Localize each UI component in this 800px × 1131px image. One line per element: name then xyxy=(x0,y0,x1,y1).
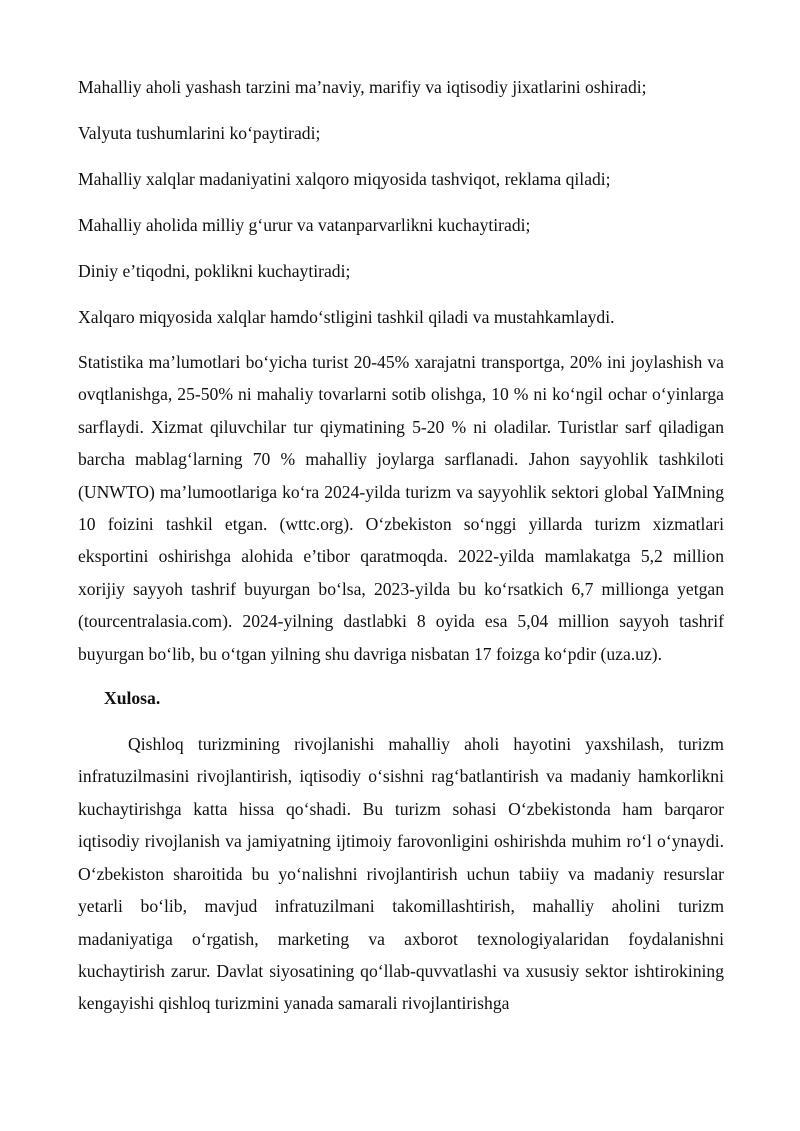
benefit-item-1: Mahalliy aholi yashash tarzini ma’naviy, marifiy va iqtisodiy jixatlarini oshiradi; xyxy=(78,77,647,97)
benefit-item-6: Xalqaro miqyosida xalqlar hamdo‘stligini tashkil qiladi va mustahkamlaydi. xyxy=(78,307,615,327)
benefit-item-2: Valyuta tushumlarini ko‘paytiradi; xyxy=(78,123,321,143)
benefit-item-4: Mahalliy aholida milliy g‘urur va vatanparvarlikni kuchaytiradi; xyxy=(78,215,531,235)
document-page xyxy=(78,72,724,1020)
statistics-paragraph: Statistika ma’lumotlari bo‘yicha turist 20-45% xarajatni transportga, 20% ini joylashish va ovqtlanishga, 25-50% ni mahaliy tovarlarni sotib olishga, 10 % ni ko‘ngil ochar o‘yinlarga sarflaydi. Xizmat qiluvchilar tur qiymatining 5-20 % ni oladilar. Turistlar sarf qiladigan barcha mablag‘larning 70 % mahalliy joylarga sarflanadi. Jahon sayyohlik tashkiloti (UNWTO) ma’lumootlariga ko‘ra 2024-yilda turizm va sayyohlik sektori global YaIMning 10 foizini tashkil etgan. (wttc.org). O‘zbekiston so‘nggi yillarda turizm xizmatlari eksportini oshirishga alohida e’tibor qaratmoqda. 2022-yilda mamlakatga 5,2 million xorijiy sayyoh tashrif buyurgan bo‘lsa, 2023-yilda bu ko‘rsatkich 6,7 millionga yetgan (tourcentralasia.com). 2024-yilning dastlabki 8 oyida esa 5,04 million sayyoh tashrif buyurgan bo‘lib, bu o‘tgan yilning shu davriga nisbatan 17 foizga ko‘pdir (uza.uz). xyxy=(78,352,724,664)
conclusion-heading: Xulosa. xyxy=(104,688,161,709)
conclusion-paragraph: Qishloq turizmining rivojlanishi mahalliy aholi hayotini yaxshilash, turizm infratuzilmasini rivojlantirish, iqtisodiy o‘sishni rag‘batlantirish va madaniy hamkorlikni kuchaytirishga katta hissa qo‘shadi. Bu turizm sohasi O‘zbekistonda ham barqaror iqtisodiy rivojlanish va jamiyatning ijtimoiy farovonligini oshirishda muhim ro‘l o‘ynaydi. O‘zbekiston sharoitida bu yo‘nalishni rivojlantirish uchun tabiiy va madaniy resurslar yetarli bo‘lib, mavjud infratuzilmani takomillashtirish, mahalliy aholini turizm madaniyatiga o‘rgatish, marketing va axborot texnologiyalaridan foydalanishni kuchaytirish zarur. Davlat siyosatining qo‘llab-quvvatlashi va xususiy sektor ishtirokining kengayishi qishloq turizmini yanada samarali rivojlantirishga xyxy=(78,734,724,1014)
benefit-item-3: Mahalliy xalqlar madaniyatini xalqoro miqyosida tashviqot, reklama qiladi; xyxy=(78,169,611,189)
benefit-item-5: Diniy e’tiqodni, poklikni kuchaytiradi; xyxy=(78,261,351,281)
